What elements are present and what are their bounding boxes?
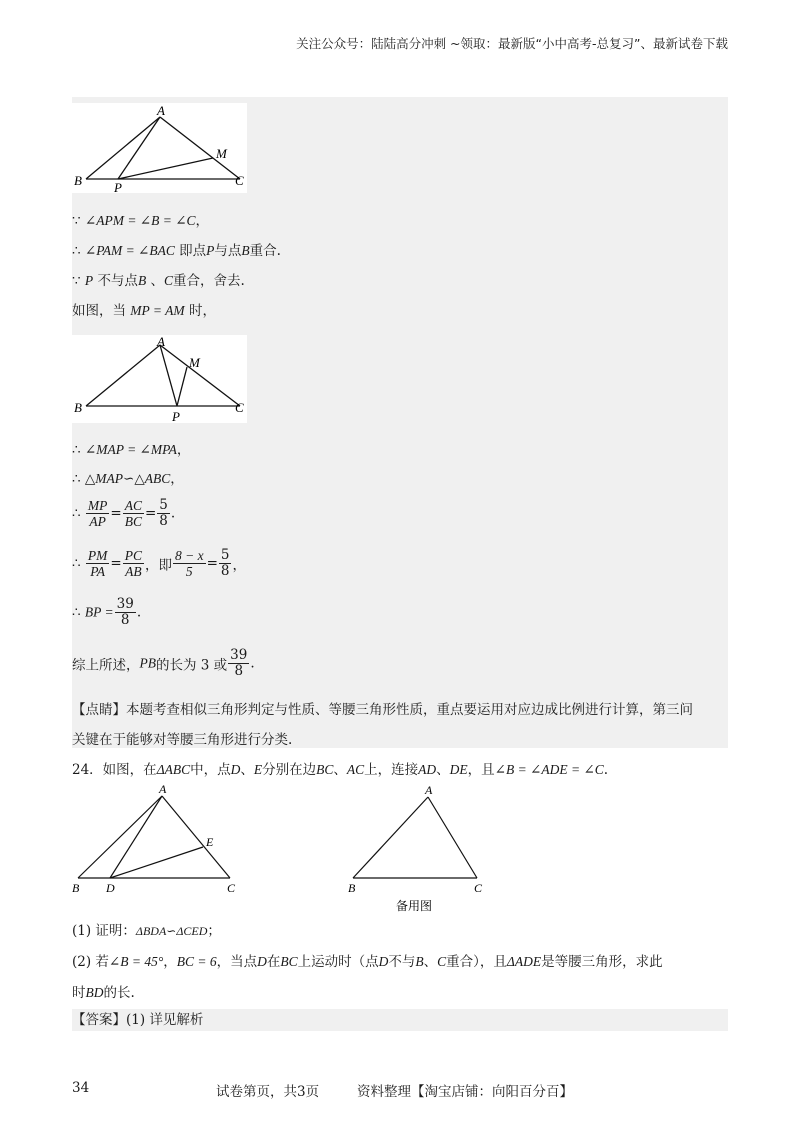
fig3-label-e: E: [206, 835, 214, 849]
solution-line-6: ∴ △MAP∽△ABC，: [72, 471, 184, 487]
figure-1-svg: [72, 103, 247, 193]
fig4-label-b: B: [348, 881, 356, 895]
page-header: 关注公众号：陆陆高分冲刺 ~领取：最新版“小中高考-总复习”、最新试卷下载: [296, 36, 728, 51]
figure-3-svg: [70, 782, 250, 894]
solution-line-5: ∴ ∠MAP = ∠MPA，: [72, 442, 191, 458]
fraction-39-8: $\frac{39}{8}$: [116, 596, 134, 628]
solution-line-8: ∴ $\frac{PM}{PA}$ = $\frac{PC}{AB}$ ，即 $\frac{8 - x}{5}$ = $\frac{5}{8}$ ，: [72, 547, 246, 579]
fraction-39-8b: $\frac{39}{8}$: [230, 647, 248, 679]
solution-line-3: ∵ P 不与点B 、C重合，舍去.: [72, 273, 245, 289]
fraction-ac-bc: $\frac{AC}{BC}$: [124, 498, 142, 529]
fig4-label-c: C: [474, 881, 483, 895]
figure-2: [72, 335, 247, 423]
fig1-label-p: P: [114, 180, 122, 193]
figure-3: [70, 782, 250, 894]
fig3-label-c: C: [227, 881, 236, 894]
comment-line-1: 【点睛】本题考查相似三角形判定与性质、等腰三角形性质，重点要运用对应边成比例进行计算，第三问: [72, 702, 693, 718]
fig4-label-a: A: [425, 783, 433, 797]
fraction-8-x-5: $\frac{8 - x}{5}$: [174, 548, 204, 579]
fig1-label-b: B: [74, 173, 82, 188]
solution-line-1: ∵ ∠APM = ∠B = ∠C，: [72, 213, 210, 229]
footer-source: 资料整理【淘宝店铺：向阳百分百】: [357, 1084, 573, 1100]
fig1-label-c: C: [235, 173, 244, 188]
fig3-label-d: D: [106, 881, 115, 894]
fig2-label-a: A: [157, 335, 165, 349]
fig2-label-c: C: [235, 400, 244, 415]
fig1-label-m: M: [216, 146, 227, 161]
fig2-label-b: B: [74, 400, 82, 415]
fraction-mp-ap: $\frac{MP}{AP}$: [87, 498, 108, 529]
question-24-part-1: (1) 证明：ΔBDA∽ΔCED；: [72, 923, 221, 939]
solution-line-7: ∴ $\frac{MP}{AP}$ = $\frac{AC}{BC}$ = $\frac{5}{8}$ .: [72, 497, 176, 529]
solution-line-10: 综上所述，PB的长为 3 或 $\frac{39}{8}$ .: [72, 647, 255, 679]
solution-line-2: ∴ ∠PAM = ∠BAC 即点P与点B重合.: [72, 243, 281, 259]
answer-line: 【答案】(1) 详见解析: [72, 1012, 204, 1028]
solution-line-4: 如图，当 MP = AM 时，: [72, 303, 216, 319]
figure-4-svg: [340, 782, 500, 914]
figure-1: [72, 103, 247, 193]
question-24-part-2: (2) 若∠B = 45°，BC = 6，当点D在BC上运动时（点D不与B、C重合），且ΔADE是等腰三角形，求此: [72, 954, 663, 970]
fig2-label-m: M: [189, 355, 200, 370]
fraction-5-8: $\frac{5}{8}$: [159, 497, 168, 529]
figure-2-svg: [72, 335, 247, 423]
fig4-caption: 备用图: [396, 899, 433, 913]
fig3-label-b: B: [72, 881, 80, 894]
solution-line-9: ∴ BP = $\frac{39}{8}$ .: [72, 596, 142, 628]
fig2-label-p: P: [172, 409, 180, 423]
fig3-label-a: A: [159, 782, 167, 796]
fraction-5-8b: $\frac{5}{8}$: [220, 547, 230, 579]
comment-line-2: 关键在于能够对等腰三角形进行分类.: [72, 732, 293, 748]
fraction-pc-ab: $\frac{PC}{AB}$: [124, 548, 142, 579]
fraction-pm-pa: $\frac{PM}{PA}$: [87, 548, 108, 579]
page-number: 34: [72, 1080, 90, 1096]
figure-4: [340, 782, 500, 914]
footer-page-info: 试卷第页，共3页: [216, 1084, 320, 1100]
fig1-label-a: A: [157, 103, 165, 118]
question-24-stem: 24．如图，在ΔABC中，点D、E分别在边BC、AC上，连接AD、DE，且∠B = ∠ADE = ∠C.: [72, 762, 609, 778]
question-24-part-2-cont: 时BD的长.: [72, 985, 135, 1001]
